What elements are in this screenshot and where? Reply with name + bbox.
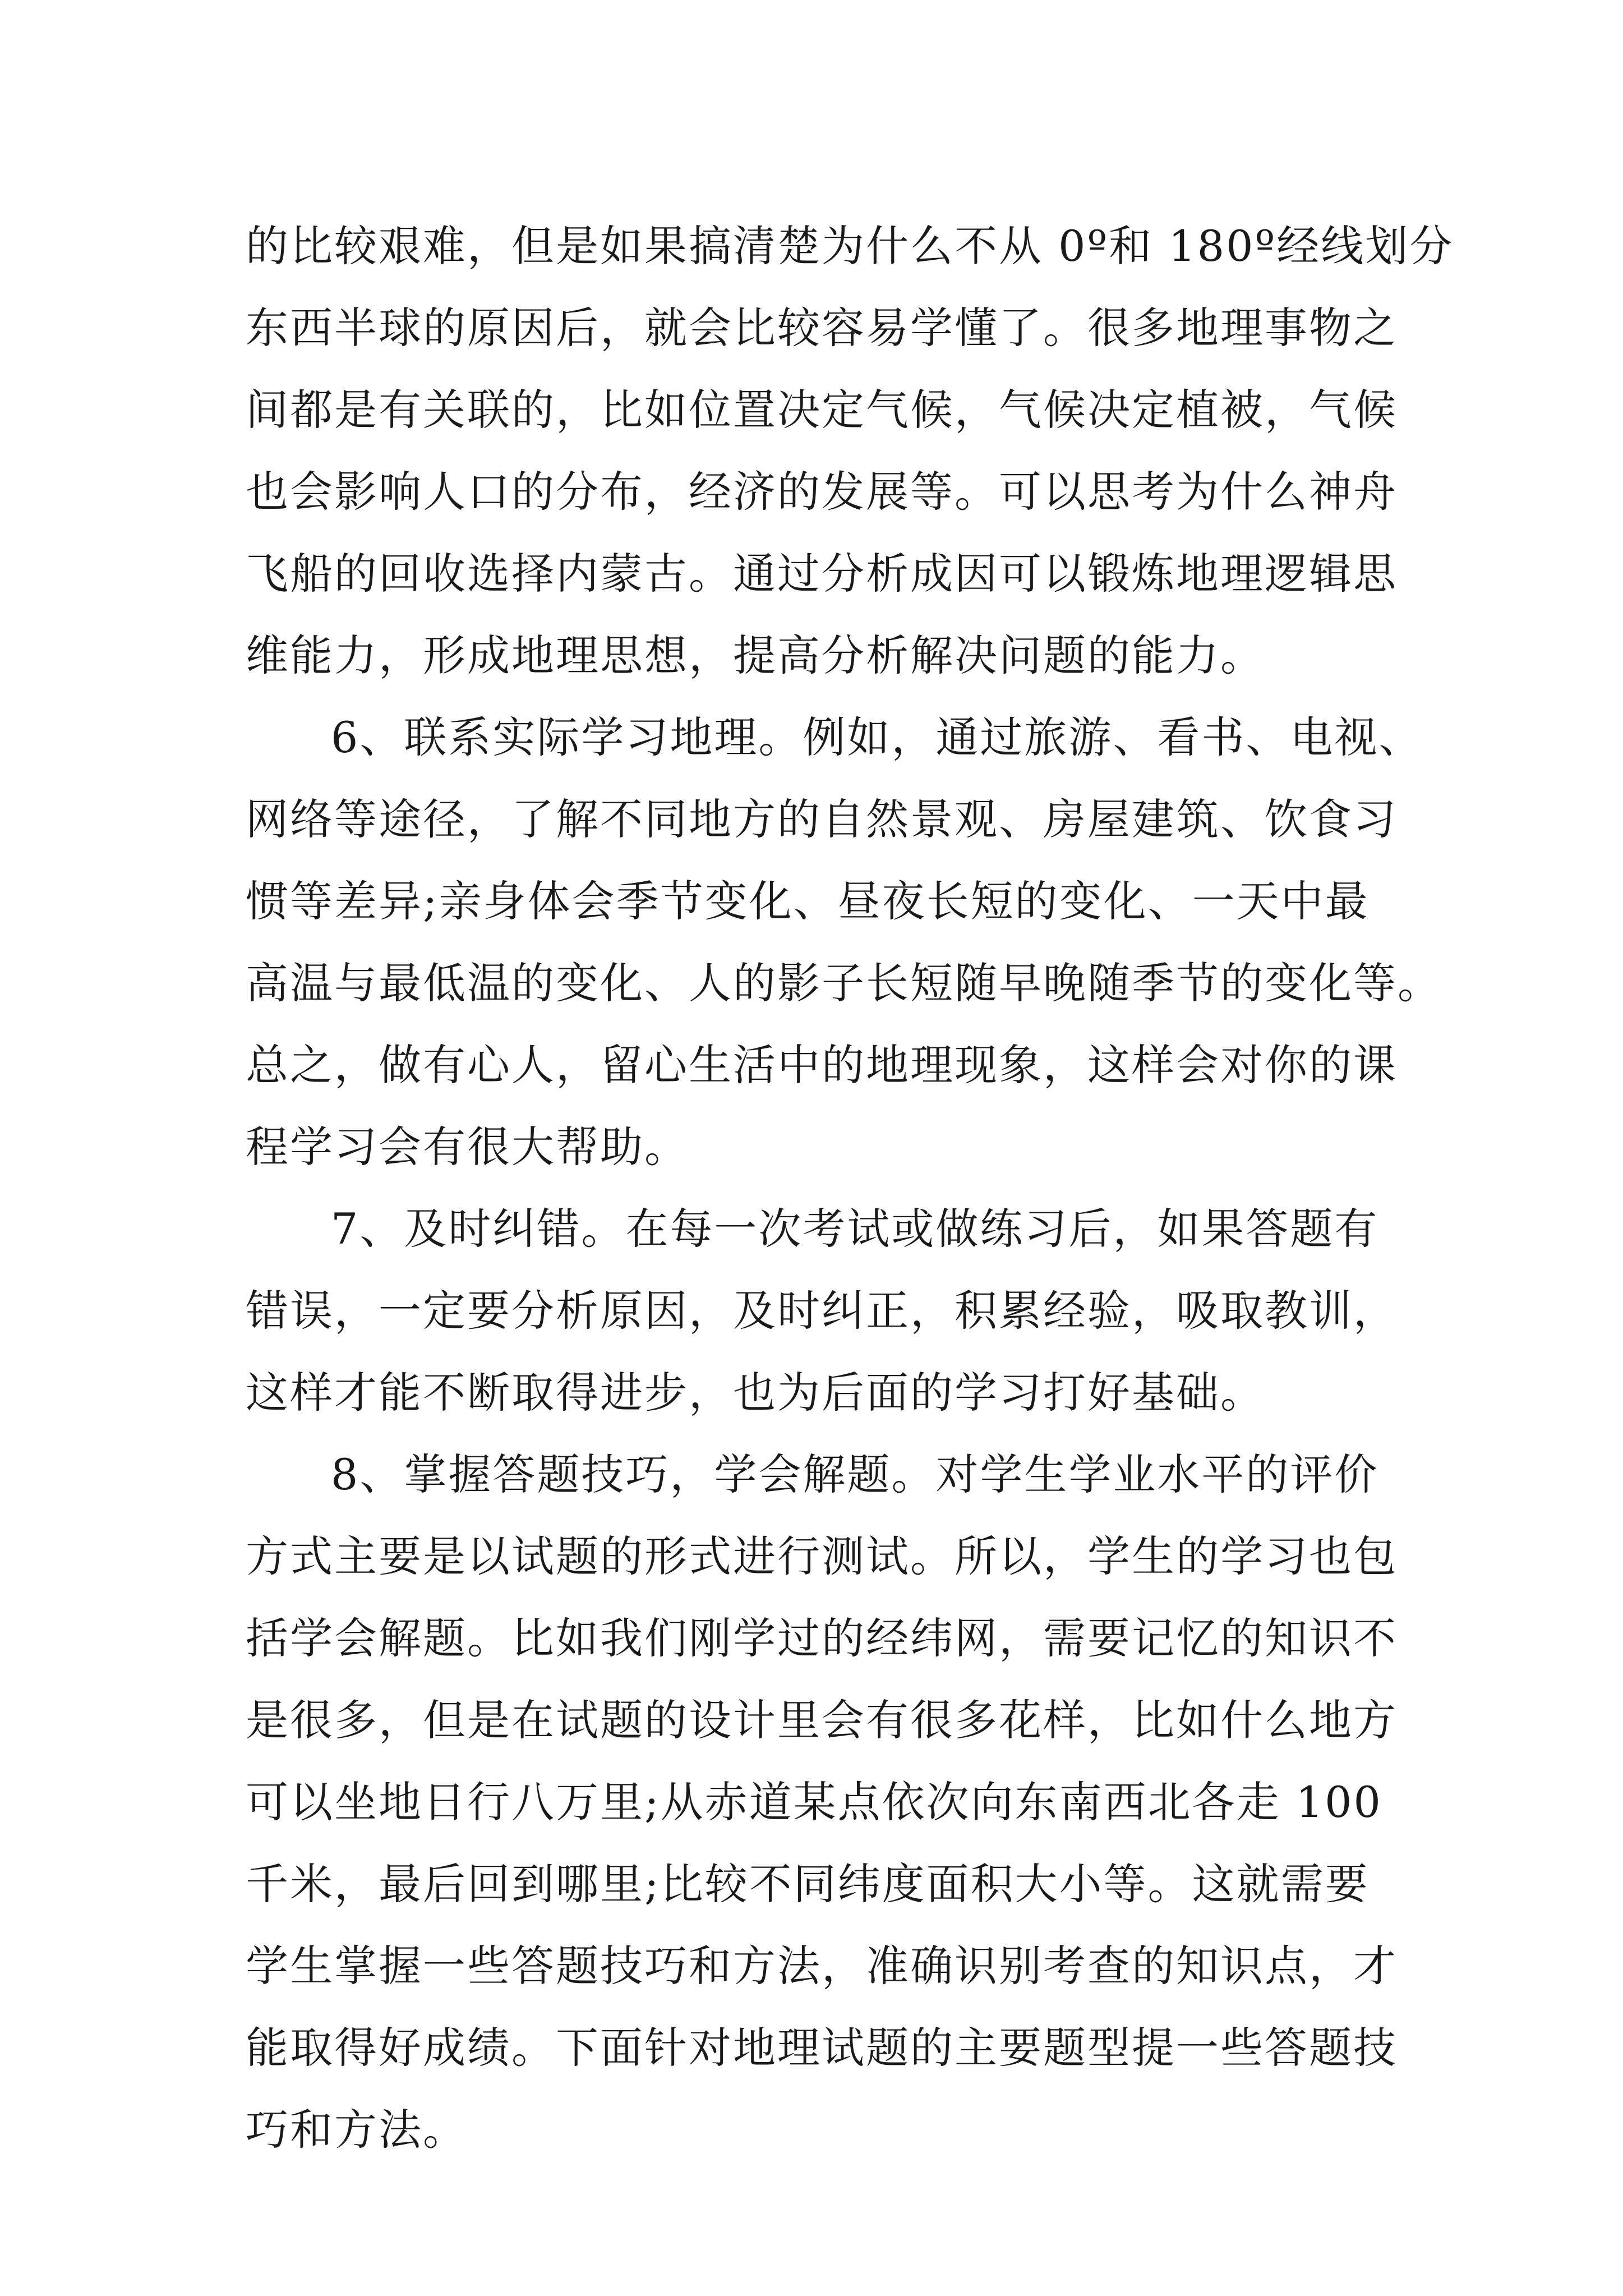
text-line: 的比较艰难，但是如果搞清楚为什么不从 0º和 180º经线划分	[246, 221, 1454, 271]
text-line: 维能力，形成地理思想，提高分析解决问题的能力。	[246, 631, 1265, 680]
paragraph-7-first-line: 7、及时纠错。在每一次考试或做练习后，如果答题有	[331, 1204, 1379, 1254]
paragraph-8-first-line: 8、掌握答题技巧，学会解题。对学生学业水平的评价	[331, 1450, 1379, 1499]
text-line: 这样才能不断取得进步，也为后面的学习打好基础。	[246, 1368, 1265, 1418]
text-line: 间都是有关联的，比如位置决定气候，气候决定植被，气候	[246, 385, 1398, 435]
text-line: 括学会解题。比如我们刚学过的经纬网，需要记忆的知识不	[246, 1613, 1398, 1663]
text-line: 飞船的回收选择内蒙古。通过分析成因可以锻炼地理逻辑思	[246, 549, 1398, 599]
text-line: 网络等途径，了解不同地方的自然景观、房屋建筑、饮食习	[246, 794, 1398, 844]
document-body	[246, 205, 1454, 2171]
text-line: 能取得好成绩。下面针对地理试题的主要题型提一些答题技	[246, 2023, 1398, 2073]
text-line: 千米，最后回到哪里;比较不同纬度面积大小等。这就需要	[246, 1859, 1370, 1909]
text-line: 是很多，但是在试题的设计里会有很多花样，比如什么地方	[246, 1695, 1398, 1745]
text-line: 错误，一定要分析原因，及时纠正，积累经验，吸取教训，	[246, 1286, 1398, 1336]
text-line: 高温与最低温的变化、人的影子长短随早晚随季节的变化等。	[246, 958, 1442, 1008]
text-line: 方式主要是以试题的形式进行测试。所以，学生的学习也包	[246, 1531, 1398, 1581]
text-line: 总之，做有心人，留心生活中的地理现象，这样会对你的课	[246, 1040, 1398, 1090]
text-line: 程学习会有很大帮助。	[246, 1122, 689, 1172]
text-line: 东西半球的原因后，就会比较容易学懂了。很多地理事物之	[246, 303, 1398, 353]
text-line: 也会影响人口的分布，经济的发展等。可以思考为什么神舟	[246, 467, 1398, 517]
text-line: 巧和方法。	[246, 2105, 467, 2155]
text-line: 学生掌握一些答题技巧和方法，准确识别考查的知识点，才	[246, 1941, 1398, 1991]
text-line: 可以坐地日行八万里;从赤道某点依次向东南西北各走 100	[246, 1777, 1382, 1827]
text-line: 惯等差异;亲身体会季节变化、昼夜长短的变化、一天中最	[246, 876, 1370, 926]
paragraph-6-first-line: 6、联系实际学习地理。例如，通过旅游、看书、电视、	[331, 712, 1423, 762]
